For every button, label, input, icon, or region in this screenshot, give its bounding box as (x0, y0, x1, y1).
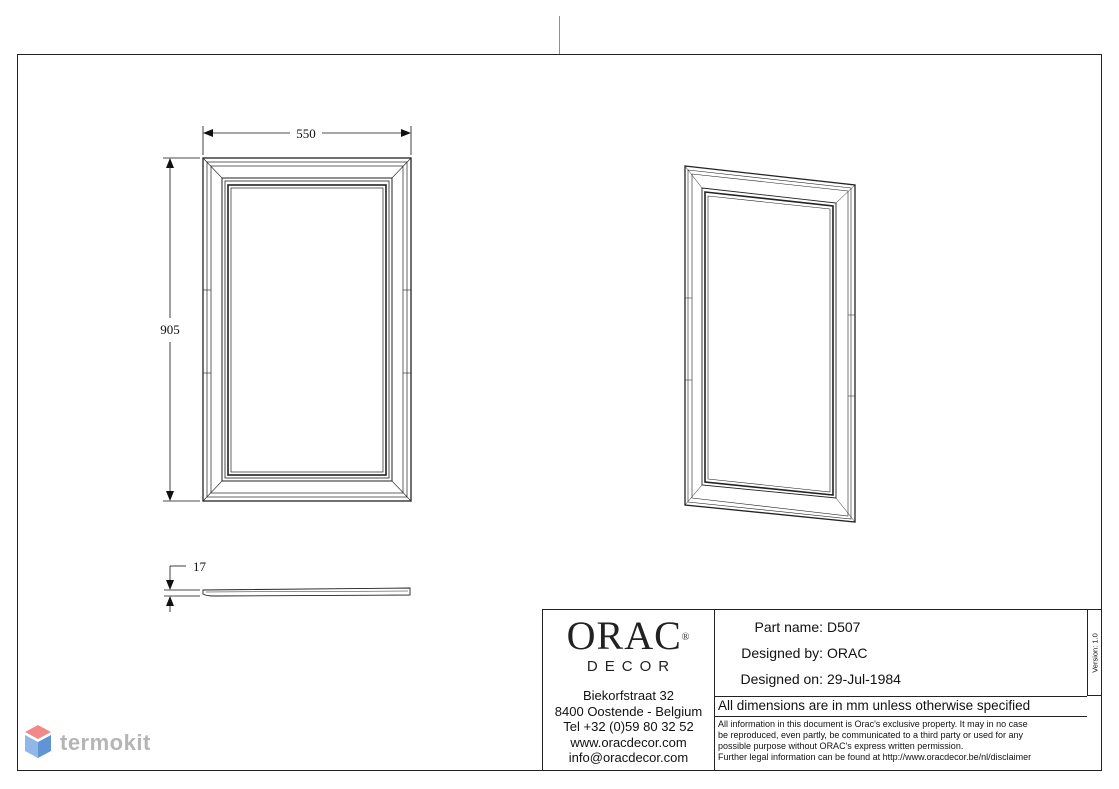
part-fields (715, 610, 1087, 697)
legal-line: Further legal information can be found at http://www.oracdecor.be/nl/disclaimer (718, 752, 1032, 762)
version-cell (1087, 610, 1102, 696)
registered-mark: ® (681, 632, 691, 643)
address-street: Biekorfstraat 32 (582, 688, 675, 703)
perspective-view-panel (685, 166, 855, 522)
legal-line: be reproduced, even partly, be communicated to a third party or used for any (718, 730, 1024, 740)
logo-sub-text: DECOR (586, 658, 677, 675)
address-website: www.oracdecor.com (570, 734, 687, 750)
watermark-text: termokit (60, 730, 151, 755)
designed-on-value: 29-Jul-1984 (827, 671, 901, 687)
orac-decor-logo (543, 613, 714, 675)
legal-line: All information in this document is Orac's exclusive property. It may in no case (718, 719, 1028, 729)
part-info (715, 610, 1087, 770)
part-name-value: D507 (827, 619, 861, 635)
designed-on-label: Designed on: (740, 671, 823, 687)
part-name-label: Part name: (754, 619, 823, 635)
company-address (543, 688, 714, 766)
side-view-profile (203, 588, 410, 596)
company-info (543, 610, 715, 770)
legal-line: possible purpose without ORAC's express written permission. (718, 741, 964, 751)
dimension-units-note: All dimensions are in mm unless otherwise specified (718, 698, 1031, 713)
designed-by-label: Designed by: (741, 645, 823, 661)
front-view-panel (203, 158, 411, 501)
title-block (542, 609, 1102, 771)
address-email: info@oracdecor.com (568, 750, 689, 765)
thickness-dimension-label: 17 (193, 559, 206, 574)
height-dimension-label: 905 (160, 322, 180, 337)
version-label: Version: 1.0 (1090, 632, 1100, 673)
address-phone: Tel +32 (0)59 80 32 52 (563, 719, 694, 734)
designed-by-value: ORAC (827, 645, 868, 661)
termokit-logo-icon (24, 724, 56, 764)
logo-main-text: ORAC (566, 613, 682, 658)
legal-notice (715, 716, 1087, 770)
width-dimension-label: 550 (296, 126, 316, 141)
address-city: 8400 Oostende - Belgium (554, 703, 703, 719)
